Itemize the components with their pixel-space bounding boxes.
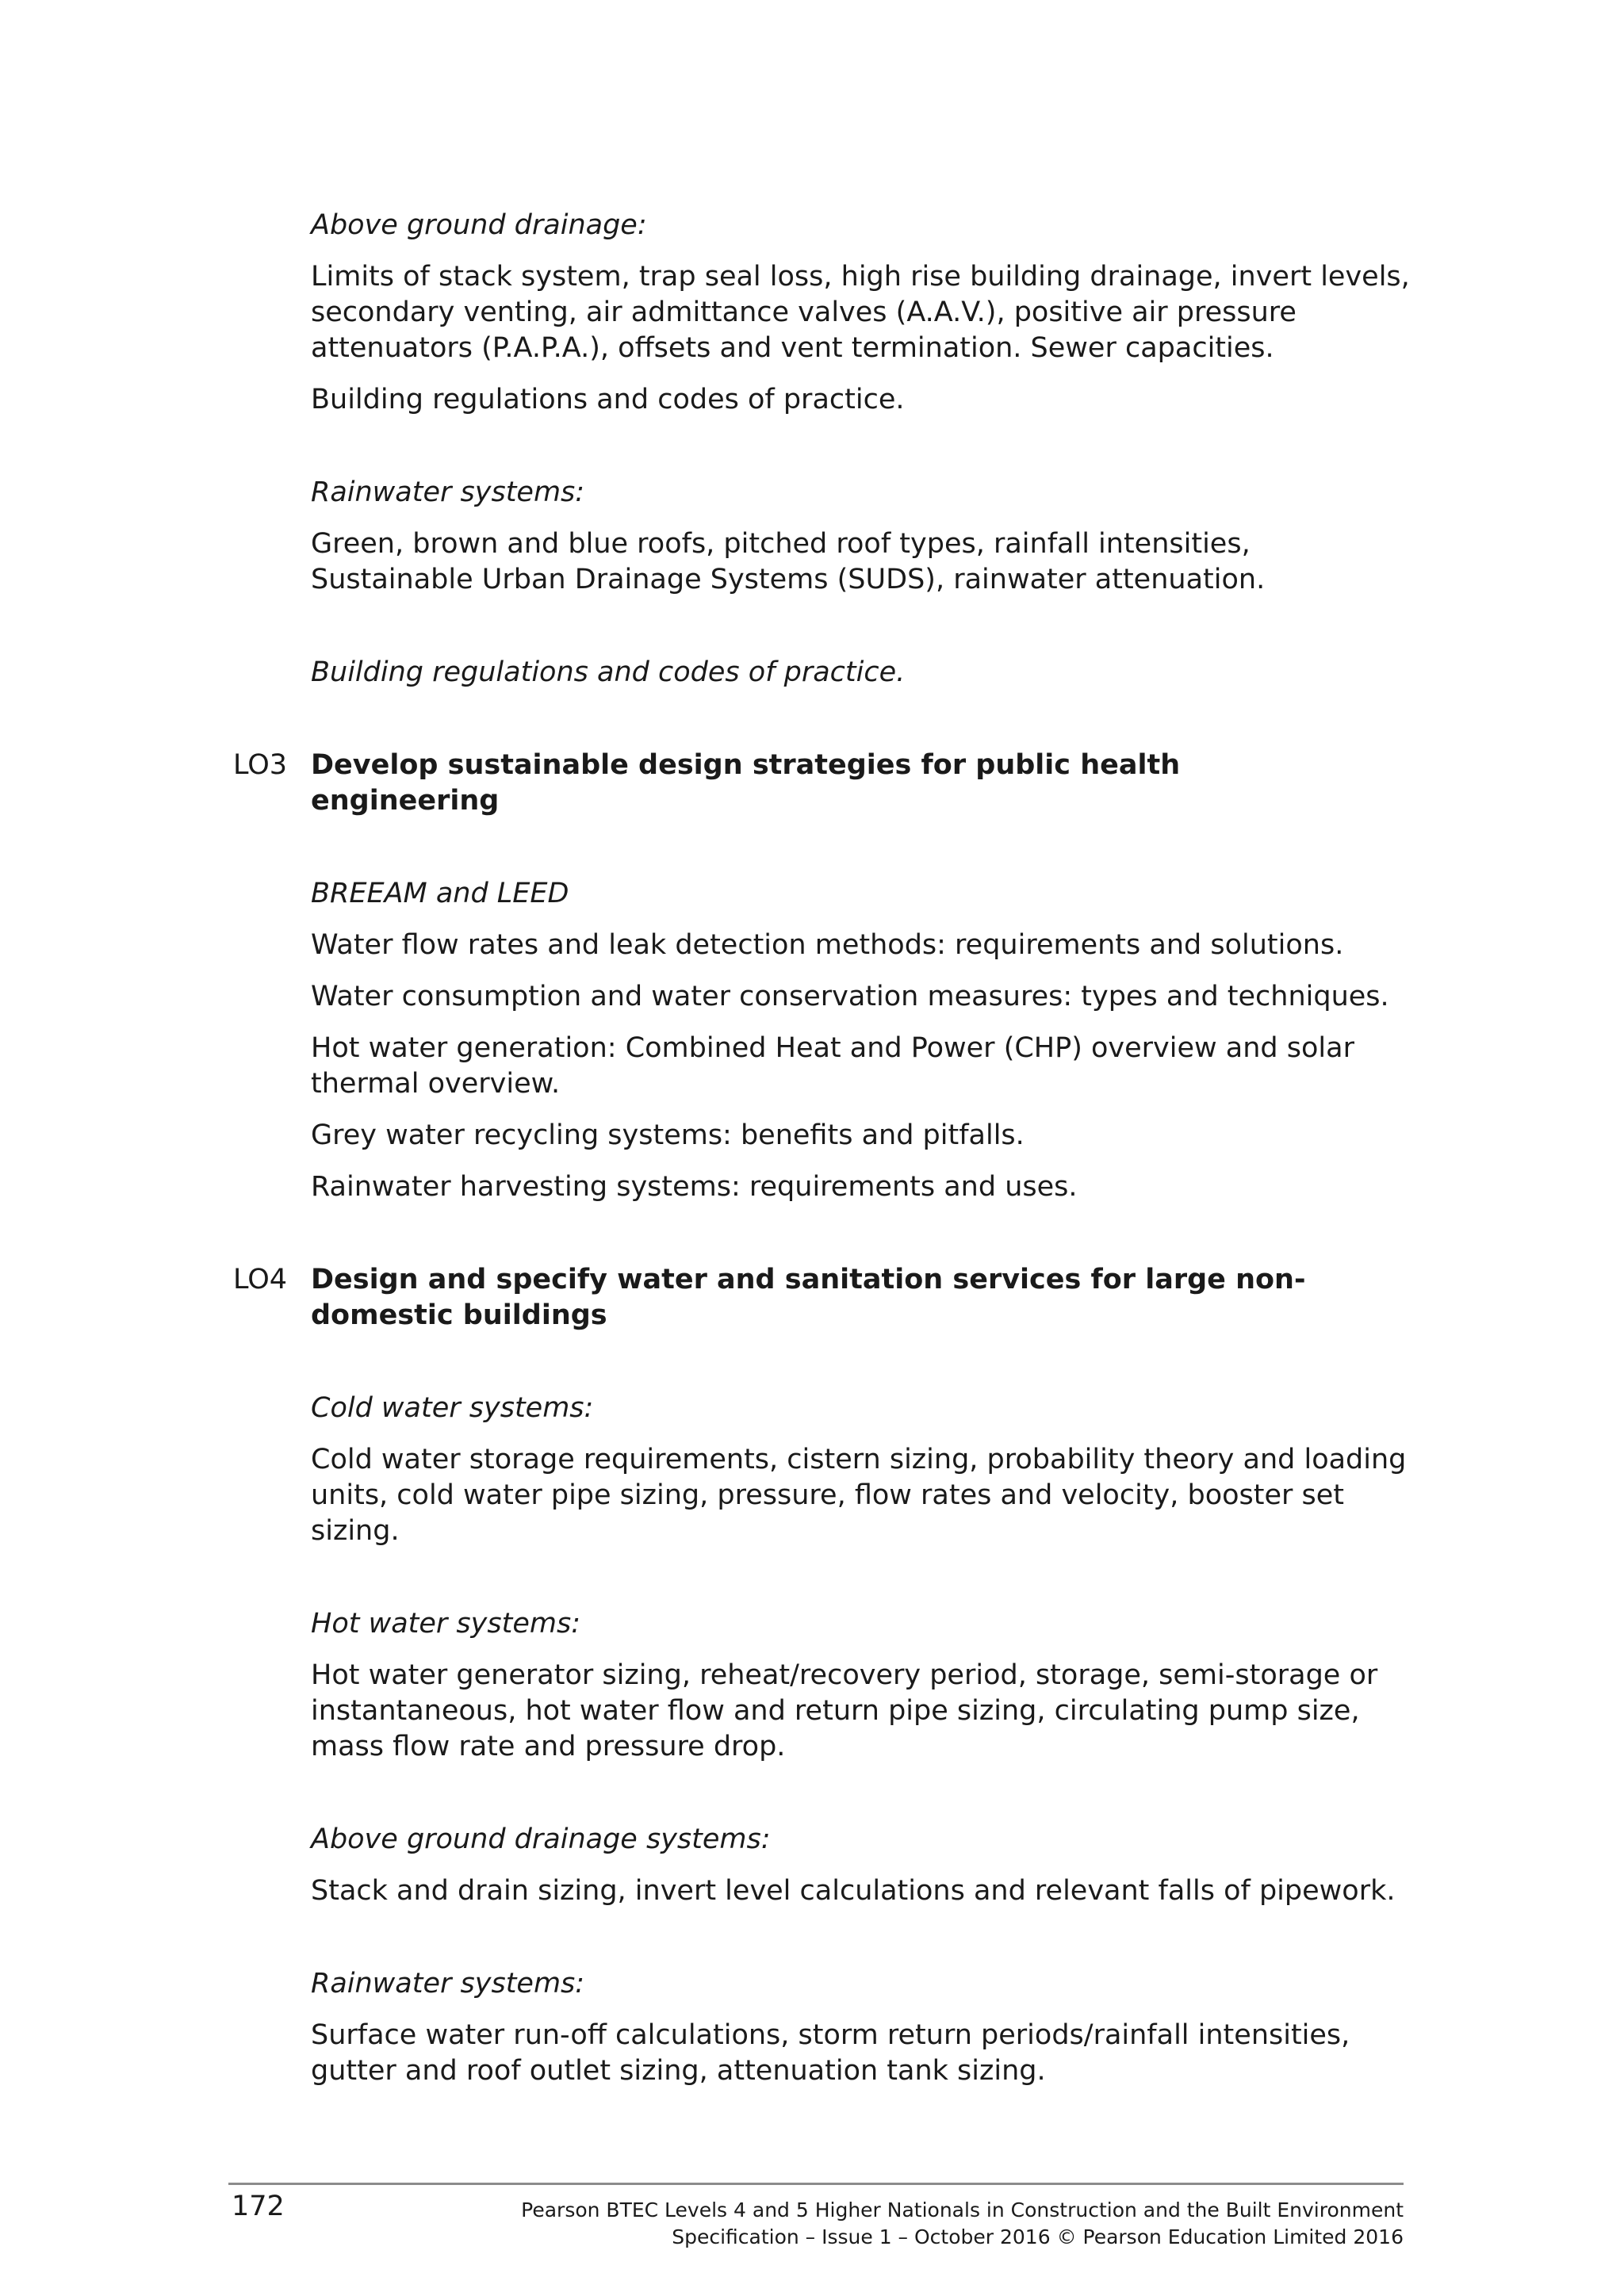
footer-line-1: Pearson BTEC Levels 4 and 5 Higher Nationals in Construction and the Built Environment bbox=[521, 2198, 1404, 2221]
lo3-item: Grey water recycling systems: benefits and pitfalls. bbox=[311, 1119, 1025, 1151]
rainwater-systems-text: Green, brown and blue roofs, pitched roof types, rainfall intensities, Sustainable Urban Drainage Systems (SUDS), rainwater attenuation. bbox=[311, 528, 1266, 595]
rainwater-regulations-text: Building regulations and codes of practice. bbox=[311, 656, 906, 688]
lo3-title: Develop sustainable design strategies for public health engineering bbox=[311, 749, 1181, 817]
rainwater-systems-heading: Rainwater systems: bbox=[311, 476, 585, 508]
lo3-code: LO3 bbox=[233, 749, 288, 781]
cold-water-text: Cold water storage requirements, cistern sizing, probability theory and loading units, cold water pipe sizing, pressure, flow rates and velocity, booster set sizing. bbox=[311, 1444, 1407, 1547]
lo3-item: Rainwater harvesting systems: requirements and uses. bbox=[311, 1171, 1078, 1203]
cold-water-heading: Cold water systems: bbox=[311, 1392, 594, 1424]
lo4-code: LO4 bbox=[233, 1264, 288, 1295]
lo3-item: Water consumption and water conservation measures: types and techniques. bbox=[311, 981, 1389, 1012]
hot-water-text: Hot water generator sizing, reheat/recovery period, storage, semi-storage or instantaneous, hot water flow and return pipe sizing, circulating pump size, mass flow rate and pressure drop. bbox=[311, 1659, 1378, 1762]
lo4-title bbox=[311, 1262, 1310, 1334]
lo4-title-line2: domestic buildings bbox=[311, 1299, 607, 1331]
hot-water-heading: Hot water systems: bbox=[311, 1608, 580, 1640]
lo4-section bbox=[233, 1262, 1421, 1334]
lo3-item: Water flow rates and leak detection methods: requirements and solutions. bbox=[311, 929, 1344, 961]
drainage-systems-heading: Above ground drainage systems: bbox=[311, 1823, 771, 1855]
above-ground-drainage-heading: Above ground drainage: bbox=[311, 209, 647, 241]
drainage-systems-text: Stack and drain sizing, invert level calculations and relevant falls of pipework. bbox=[311, 1875, 1396, 1907]
lo4-rainwater-text: Surface water run-off calculations, storm return periods/rainfall intensities, gutter and roof outlet sizing, attenuation tank sizing. bbox=[311, 2019, 1350, 2087]
page-number: 172 bbox=[232, 2191, 285, 2222]
lo4-title-line1: Design and specify water and sanitation services for large non- bbox=[311, 1264, 1306, 1295]
footer-line-2: Specification – Issue 1 – October 2016 © Pearson Education Limited 2016 bbox=[672, 2225, 1404, 2248]
footer-text bbox=[521, 2197, 1404, 2251]
footer-divider bbox=[228, 2183, 1404, 2185]
lo4-rainwater-heading: Rainwater systems: bbox=[311, 1968, 585, 1999]
lo3-subheading: BREEAM and LEED bbox=[311, 878, 569, 909]
lo3-section bbox=[233, 748, 1421, 819]
above-ground-regulations-text: Building regulations and codes of practice. bbox=[311, 384, 905, 415]
above-ground-drainage-text: Limits of stack system, trap seal loss, high rise building drainage, invert levels, secondary venting, air admittance valves (A.A.V.), positive air pressure attenuators (P.A.P.A.), offsets and vent termination. Sewer capacities. bbox=[311, 261, 1410, 364]
lo3-item: Hot water generation: Combined Heat and Power (CHP) overview and solar thermal overview. bbox=[311, 1032, 1354, 1100]
page-content bbox=[233, 208, 1421, 2105]
